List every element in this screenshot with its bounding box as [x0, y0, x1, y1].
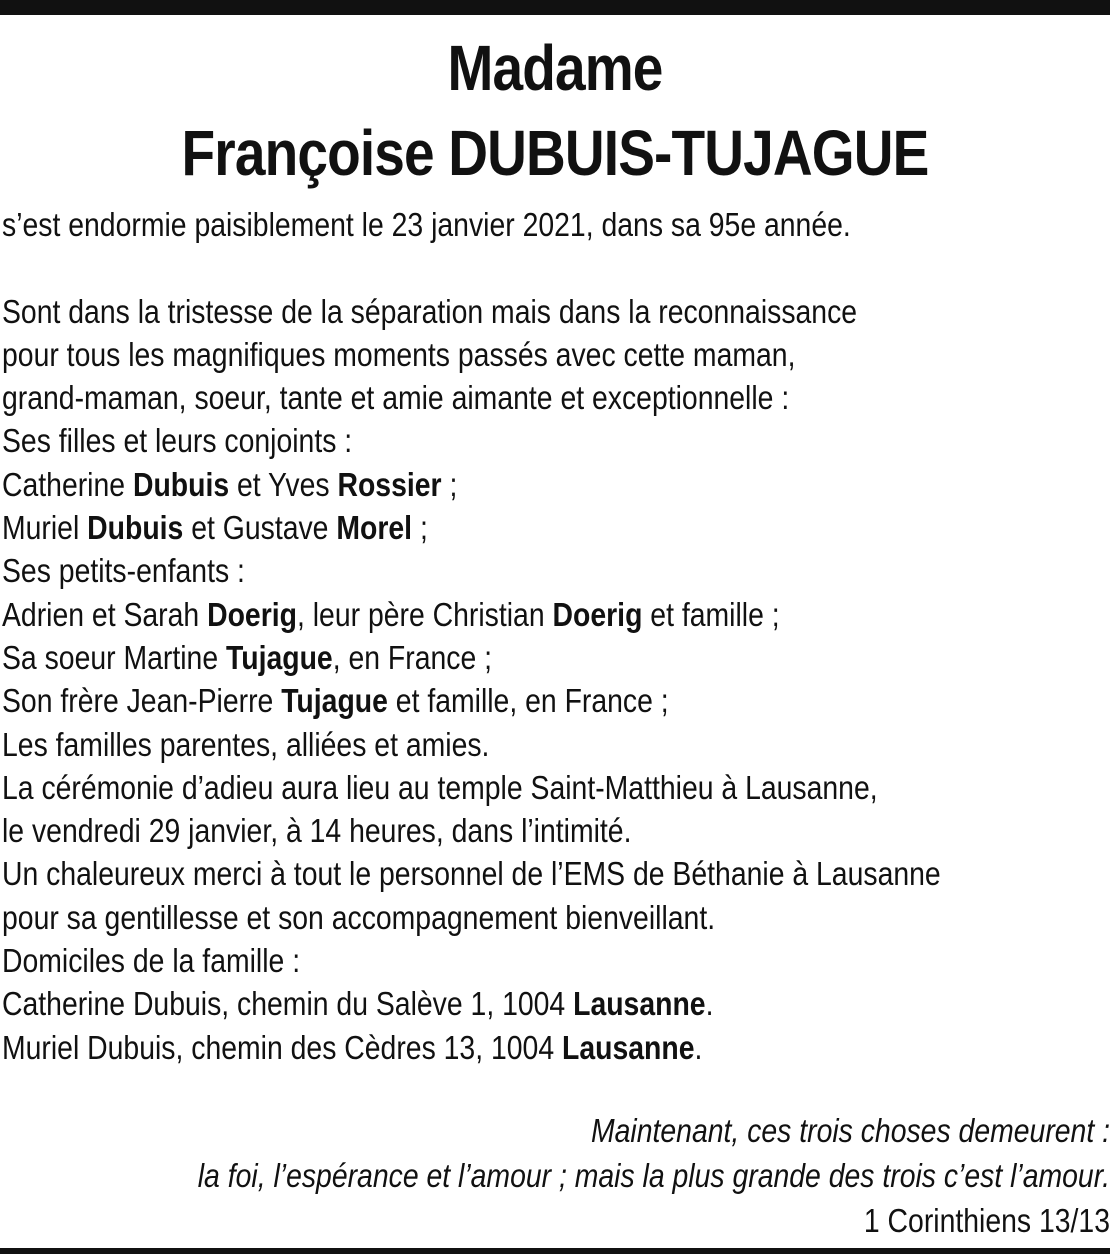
title-honorific: Madame — [447, 32, 663, 104]
blank-line — [2, 246, 1068, 289]
surname: Morel — [336, 509, 413, 547]
surname: Dubuis — [87, 509, 184, 547]
domiciles-heading: Domiciles de la famille : — [2, 942, 301, 980]
text-span: Son frère Jean-Pierre — [2, 682, 282, 720]
thanks-line: Un chaleureux merci à tout le personnel de l’EMS de Béthanie à Lausanne — [2, 855, 941, 893]
address-line — [2, 982, 1068, 1025]
quote-reference: 1 Corinthiens 13/13 — [863, 1202, 1110, 1239]
intro-line: s’est endormie paisiblement le 23 janvier 2021, dans sa 95e année. — [2, 206, 851, 243]
text-span: Muriel Dubuis, chemin des Cèdres 13, 1004 — [2, 1028, 563, 1066]
family-line — [2, 463, 1068, 506]
surname: Dubuis — [132, 465, 230, 503]
paragraph-line: grand-maman, soeur, tante et amie aimante et exceptionnelle : — [2, 379, 790, 417]
text-span: Catherine — [2, 465, 133, 503]
text-span: ; — [412, 509, 428, 547]
text-span: . — [694, 1028, 703, 1066]
quote-line: la foi, l’espérance et l’amour ; mais la plus grande des trois c’est l’amour. — [197, 1157, 1110, 1194]
family-line — [2, 679, 1068, 722]
text-span: ; — [441, 465, 458, 503]
text-span: , en France ; — [332, 638, 493, 676]
family-line — [2, 593, 1068, 636]
family-line — [2, 506, 1068, 549]
text-span: . — [705, 985, 714, 1023]
ceremony-line: le vendredi 29 janvier, à 14 heures, dans l’intimité. — [2, 812, 632, 850]
ceremony-line: La cérémonie d’adieu aura lieu au temple Saint-Matthieu à Lausanne, — [2, 768, 878, 806]
paragraph-line: pour tous les magnifiques moments passés avec cette maman, — [2, 335, 796, 373]
text-span: Sa soeur Martine — [2, 638, 227, 676]
thanks-line: pour sa gentillesse et son accompagnement bienveillant. — [2, 898, 716, 936]
families-line: Les familles parentes, alliées et amies. — [2, 725, 490, 763]
quote-line: Maintenant, ces trois choses demeurent : — [591, 1112, 1110, 1149]
text-span: , leur père Christian — [296, 595, 553, 633]
text-span: Catherine Dubuis, chemin du Salève 1, 1004 — [2, 985, 574, 1023]
notice-body — [2, 203, 1068, 1069]
text-span: Muriel — [2, 509, 88, 547]
title-name: Françoise DUBUIS-TUJAGUE — [181, 117, 929, 189]
surname: Doerig — [552, 595, 643, 633]
paragraph-line: Sont dans la tristesse de la séparation mais dans la reconnaissance — [2, 292, 858, 330]
bottom-rule — [0, 1248, 1110, 1254]
bible-quote — [5, 1108, 1110, 1243]
surname: Tujague — [226, 638, 333, 676]
city: Lausanne — [562, 1028, 695, 1066]
text-span: et Yves — [229, 465, 338, 503]
family-line — [2, 636, 1068, 679]
surname: Tujague — [281, 682, 388, 720]
city: Lausanne — [573, 985, 706, 1023]
daughters-heading: Ses filles et leurs conjoints : — [2, 422, 353, 460]
text-span: et famille, en France ; — [387, 682, 669, 720]
grandchildren-heading: Ses petits-enfants : — [2, 552, 245, 590]
top-rule — [0, 0, 1110, 15]
surname: Rossier — [337, 465, 442, 503]
surname: Doerig — [207, 595, 297, 633]
text-span: Adrien et Sarah — [2, 595, 208, 633]
text-span: et famille ; — [642, 595, 780, 633]
text-span: et Gustave — [183, 509, 337, 547]
address-line — [2, 1026, 1068, 1069]
